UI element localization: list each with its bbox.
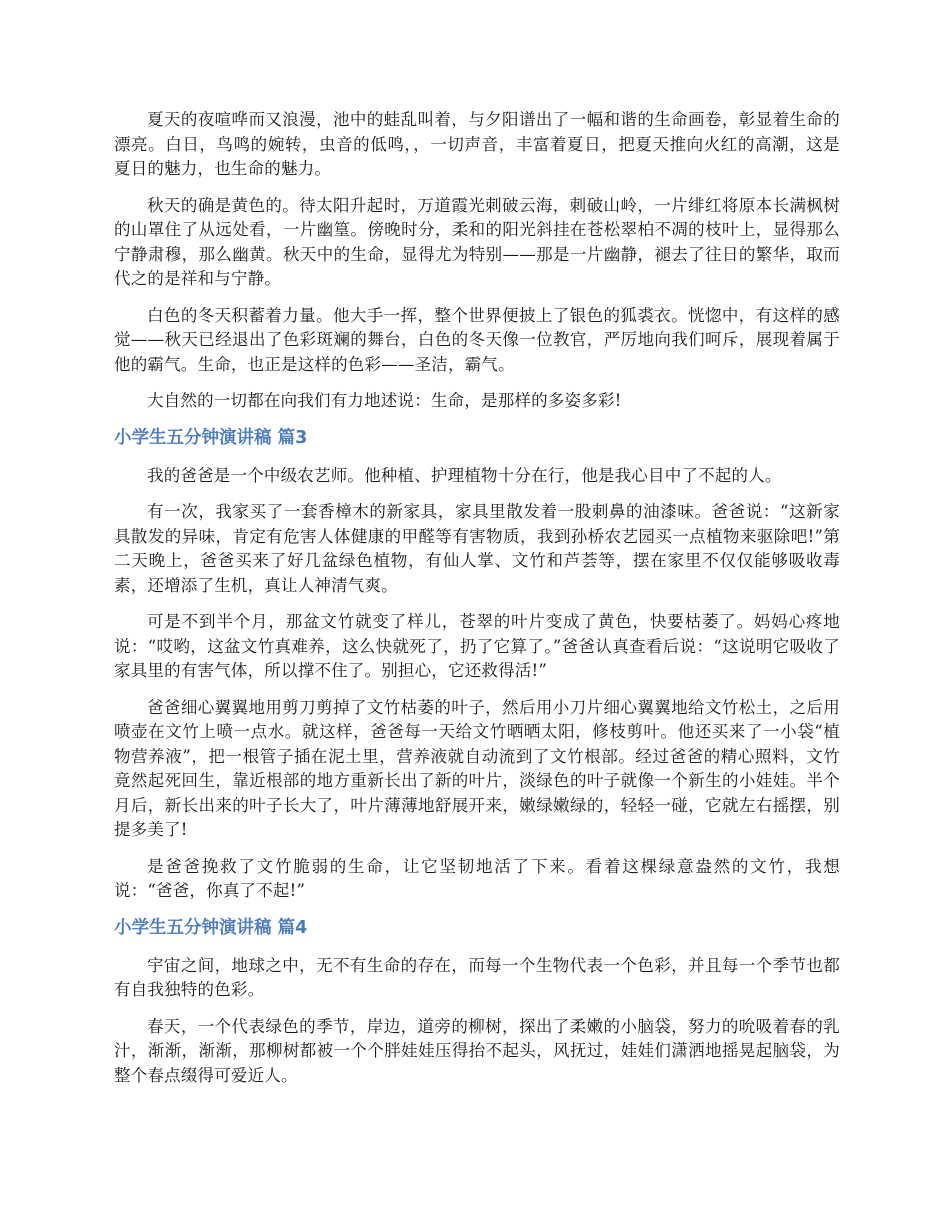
section3-paragraph: 是爸爸挽救了文竹脆弱的生命，让它坚韧地活了下来。看着这棵绿意盎然的文竹，我想说：“爸爸，你真了不起!”	[114, 856, 840, 900]
paragraph-conclusion: 大自然的一切都在向我们有力地述说：生命，是那样的多姿多彩!	[147, 391, 622, 410]
section4-paragraph: 宇宙之间，地球之中，无不有生命的存在，而每一个生物代表一个色彩，并且每一个季节也都有自我独特的色彩。	[114, 955, 840, 999]
section3-paragraph: 爸爸细心翼翼地用剪刀剪掉了文竹枯萎的叶子，然后用小刀片细心翼翼地给文竹松土，之后用喷壶在文竹上喷一点水。就这样，爸爸每一天给文竹晒晒太阳，修枝剪叶。他还买来了一小袋“植物营养液”，把一根管子插在泥土里，营养液就自动流到了文竹根部。经过爸爸的精心照料，文竹竟然起死回生，靠近根部的地方重新长出了新的叶片，淡绿色的叶子就像一个新生的小娃娃。半个月后，新长出来的叶子长大了，叶片薄薄地舒展开来，嫩绿嫩绿的，轻轻一碰，它就左右摇摆，别提多美了!	[114, 697, 840, 839]
section4-paragraph: 春天，一个代表绿色的季节，岸边，道旁的柳树，探出了柔嫩的小脑袋，努力的吮吸着春的乳汁，渐渐，渐渐，那柳树都被一个个胖娃娃压得抬不起头，风抚过，娃娃们潇洒地摇晃起脑袋，为整个春点缀得可爱近人。	[114, 1016, 840, 1085]
section-title-3: 小学生五分钟演讲稿 篇3	[114, 427, 308, 448]
section3-paragraph: 可是不到半个月，那盆文竹就变了样儿，苍翠的叶片变成了黄色，快要枯萎了。妈妈心疼地说：“哎哟，这盆文竹真难养，这么快就死了，扔了它算了。”爸爸认真查看后说：“这说明它吸收了家具里的有害气体，所以撑不住了。别担心，它还救得活!”	[114, 612, 840, 680]
section3-paragraph: 我的爸爸是一个中级农艺师。他种植、护理植物十分在行，他是我心目中了不起的人。	[147, 465, 782, 485]
document-page	[114, 108, 840, 1100]
paragraph-winter: 白色的冬天积蓄着力量。他大手一挥，整个世界便披上了银色的狐裘衣。恍惚中，有这样的感觉——秋天已经退出了色彩斑斓的舞台，白色的冬天像一位教官，严厉地向我们呵斥，展现着属于他的霸气。生命，也正是这样的色彩——圣洁，霸气。	[114, 305, 840, 374]
section-title-4: 小学生五分钟演讲稿 篇4	[114, 917, 308, 938]
paragraph-autumn: 秋天的确是黄色的。待太阳升起时，万道霞光刺破云海，刺破山岭，一片绯红将原本长满枫树的山罩住了从远处看，一片幽篁。傍晚时分，柔和的阳光斜挂在苍松翠柏不凋的枝叶上，显得那么宁静肃穆，那么幽黄。秋天中的生命，显得尤为特别——那是一片幽静，褪去了往日的繁华，取而代之的是祥和与宁静。	[114, 195, 840, 288]
paragraph-summer: 夏天的夜喧哗而又浪漫，池中的蛙乱叫着，与夕阳谱出了一幅和谐的生命画卷，彰显着生命的漂亮。白日，鸟鸣的婉转，虫音的低鸣，，一切声音，丰富着夏日，把夏天推向火红的高潮，这是夏日的魅力，也生命的魅力。	[114, 110, 840, 178]
section3-paragraph: 有一次，我家买了一套香樟木的新家具，家具里散发着一股刺鼻的油漆味。爸爸说：“这新家具散发的异味，肯定有危害人体健康的甲醛等有害物质，我到孙桥农艺园买一点植物来驱除吧!”第二天晚上，爸爸买来了好几盆绿色植物，有仙人掌、文竹和芦荟等，摆在家里不仅仅能够吸收毒素，还增添了生机，真让人神清气爽。	[114, 502, 840, 595]
